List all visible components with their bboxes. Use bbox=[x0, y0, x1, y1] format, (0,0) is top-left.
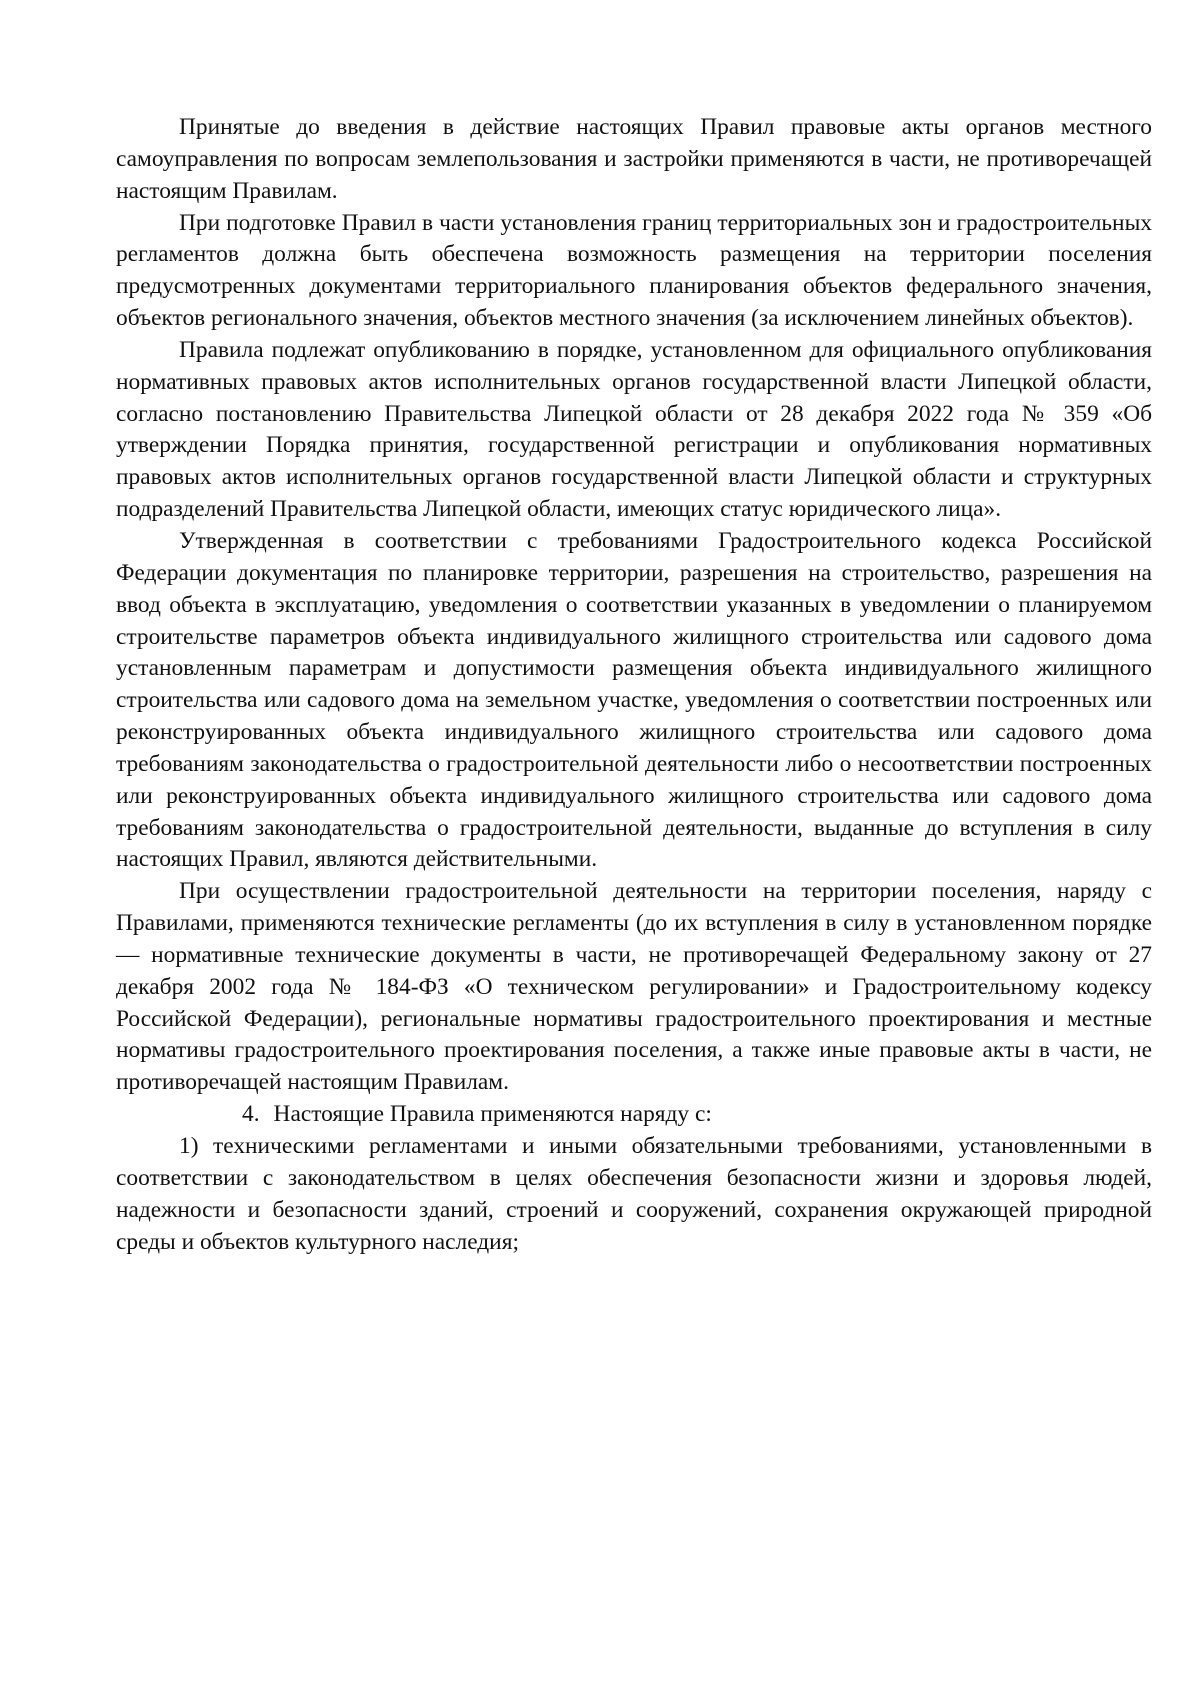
paragraph-zone-boundaries: При подготовке Правил в части установления границ территориальных зон и градостроительных регламентов должна быть обеспечена возможность размещения на территории поселения предусмотренных документами территориального планирования объектов федерального значения, объектов регионального значения, объектов местного значения (за исключением линейных объектов). bbox=[116, 209, 1152, 332]
list-item-4-number: 4. bbox=[242, 1101, 260, 1128]
list-item-4 bbox=[116, 1099, 1152, 1131]
document-body bbox=[116, 112, 1152, 1258]
subitem-1: 1) техническими регламентами и иными обязательными требованиями, установленными в соответствии с законодательством в целях обеспечения безопасности жизни и здоровья людей, надежности и безопасности зданий, строений и сооружений, сохранения окружающей природной среды и объектов культурного наследия; bbox=[116, 1133, 1152, 1255]
paragraph-approved-documentation: Утвержденная в соответствии с требованиями Градостроительного кодекса Российской Федерации документация по планировке территории, разрешения на строительство, разрешения на ввод объекта в эксплуатацию, уведомления о соответствии указанных в уведомлении о планируемом строительстве параметров объекта индивидуального жилищного строительства или садового дома установленным параметрам и допустимости размещения объекта индивидуального жилищного строительства или садового дома на земельном участке, уведомления о соответствии построенных или реконструированных объекта индивидуального жилищного строительства или садового дома требованиям законодательства о градостроительной деятельности либо о несоответствии построенных или реконструированных объекта индивидуального жилищного строительства или садового дома требованиям законодательства о градостроительной деятельности, выданные до вступления в силу настоящих Правил, являются действительными. bbox=[116, 527, 1152, 873]
list-item-4-text: Настоящие Правила применяются наряду с: bbox=[273, 1101, 712, 1128]
paragraph-prior-acts: Принятые до введения в действие настоящих Правил правовые акты органов местного самоуправления по вопросам землепользования и застройки применяются в части, не противоречащей настоящим Правилам. bbox=[116, 114, 1152, 204]
paragraph-technical-regulations: При осуществлении градостроительной деятельности на территории поселения, наряду с Правилами, применяются технические регламенты (до их вступления в силу в установленном порядке — нормативные технические документы в части, не противоречащей Федеральному закону от 27 декабря 2002 года № 184-ФЗ «О техническом регулировании» и Градостроительному кодексу Российской Федерации), региональные нормативы градостроительного проектирования и местные нормативы градостроительного проектирования поселения, а также иные правовые акты в части, не противоречащей настоящим Правилам. bbox=[116, 878, 1152, 1096]
paragraph-publication: Правила подлежат опубликованию в порядке, установленном для официального опубликования нормативных правовых актов исполнительных органов государственной власти Липецкой области, согласно постановлению Правительства Липецкой области от 28 декабря 2022 года № 359 «Об утверждении Порядка принятия, государственной регистрации и опубликования нормативных правовых актов исполнительных органов государственной власти Липецкой области и структурных подразделений Правительства Липецкой области, имеющих статус юридического лица». bbox=[116, 336, 1152, 523]
